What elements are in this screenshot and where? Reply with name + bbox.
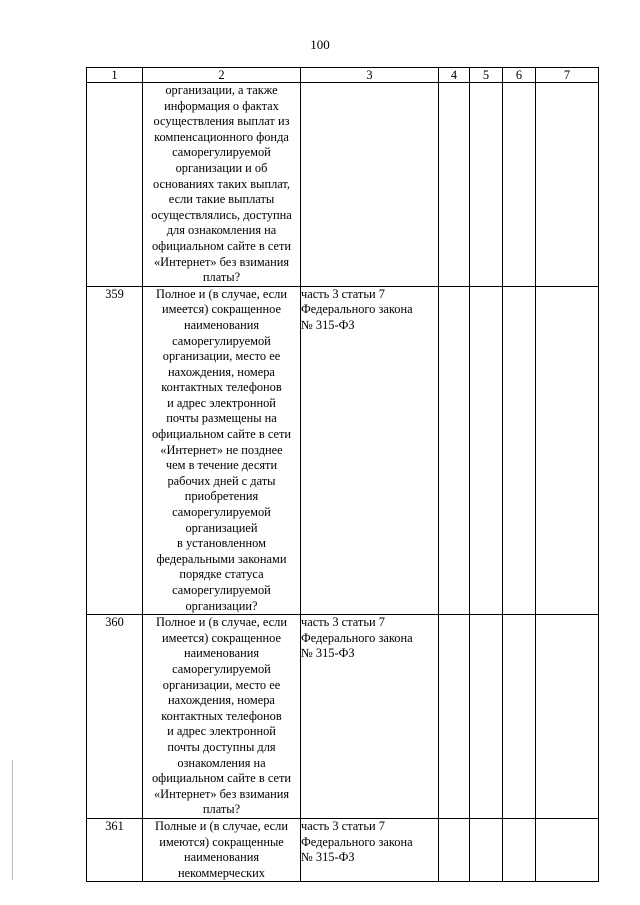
question-cell: [143, 615, 301, 819]
question-text-line: платы?: [202, 802, 241, 817]
table-row: [87, 83, 599, 287]
col-4-cell: [439, 818, 470, 881]
question-text-line: и адрес электронной: [167, 724, 276, 739]
question-text-line: основаниях таких выплат,: [152, 176, 291, 191]
question-text-line: компенсационного фонда: [154, 129, 289, 144]
table-body: [87, 83, 599, 882]
header-cell-5: 5: [470, 68, 503, 83]
question-text-line: «Интернет» без взимания: [153, 786, 290, 801]
col-6-cell: [503, 286, 536, 614]
question-text-line: осуществлялись, доступна: [151, 207, 292, 222]
header-cell-7: 7: [536, 68, 599, 83]
question-text-line: имеются) сокращенные: [159, 834, 284, 849]
table-row: [87, 615, 599, 819]
question-text-line: осуществления выплат из: [153, 114, 290, 129]
col-5-cell: [470, 83, 503, 287]
question-text-line: наименования: [183, 646, 260, 661]
question-text-line: саморегулируемой: [172, 145, 271, 160]
question-text-line: приобретения: [184, 489, 259, 504]
question-text-line: имеется) сокращенное: [161, 302, 282, 317]
col-4-cell: [439, 615, 470, 819]
question-text-line: саморегулируемой: [172, 583, 271, 597]
col-7-cell: [536, 83, 599, 287]
col-5-cell: [470, 818, 503, 881]
header-row: [87, 68, 599, 83]
question-text-line: организацией: [185, 520, 258, 535]
legal-reference-line: Федерального закона: [301, 834, 413, 849]
question-text-line: «Интернет» без взимания: [153, 254, 290, 269]
question-text-line: почты доступны для: [167, 739, 276, 754]
header-cell-6: 6: [503, 68, 536, 83]
checklist-table: [86, 67, 599, 882]
question-text-line: некоммерческих: [178, 865, 265, 880]
question-text-line: саморегулируемой: [172, 505, 271, 520]
question-text-line: рабочих дней с даты: [167, 473, 276, 488]
question-text-line: информация о фактах: [164, 98, 279, 113]
legal-reference-line: № 315-ФЗ: [301, 850, 355, 865]
row-number-cell: 361: [87, 818, 143, 881]
question-text-line: официальном сайте в сети: [151, 427, 292, 442]
header-cell-3: 3: [301, 68, 439, 83]
question-cell: [143, 286, 301, 614]
row-number-cell: [87, 83, 143, 287]
header-cell-2: 2: [143, 68, 301, 83]
question-text-line: Полные и (в случае, если: [155, 818, 288, 833]
legal-reference-line: часть 3 статьи 7: [301, 615, 385, 630]
col-6-cell: [503, 83, 536, 287]
legal-reference-line: часть 3 статьи 7: [301, 818, 385, 833]
legal-reference-cell: [301, 83, 439, 287]
question-text-line: организации и об: [175, 160, 268, 175]
question-text-line: нахождения, номера: [168, 364, 275, 379]
question-text-line: федеральными законами: [156, 551, 287, 566]
legal-reference-line: часть 3 статьи 7: [301, 286, 385, 301]
question-text-line: наименования: [183, 850, 260, 865]
legal-reference-line: № 315-ФЗ: [301, 317, 355, 332]
table-row: [87, 286, 599, 614]
question-text-line: почты размещены на: [166, 411, 277, 426]
col-6-cell: [503, 818, 536, 881]
question-cell: [143, 83, 301, 287]
table-row: [87, 818, 599, 881]
col-5-cell: [470, 615, 503, 819]
question-text-line: организации, место ее: [162, 677, 281, 692]
question-text-line: организации, а также: [165, 83, 278, 97]
col-4-cell: [439, 83, 470, 287]
legal-reference-cell: [301, 818, 439, 881]
question-text-line: Полное и (в случае, если: [156, 615, 287, 630]
legal-reference-cell: [301, 286, 439, 614]
legal-reference-line: Федерального закона: [301, 302, 413, 317]
question-text-line: для ознакомления на: [166, 223, 277, 238]
question-cell: [143, 818, 301, 881]
question-text-line: в установленном: [177, 536, 266, 551]
legal-reference-line: Федерального закона: [301, 630, 413, 645]
question-text-line: если такие выплаты: [168, 192, 275, 207]
question-text-line: наименования: [183, 317, 260, 332]
row-number-cell: 359: [87, 286, 143, 614]
page-number: 100: [310, 37, 330, 52]
question-text-line: саморегулируемой: [172, 333, 271, 348]
col-5-cell: [470, 286, 503, 614]
col-7-cell: [536, 615, 599, 819]
col-7-cell: [536, 818, 599, 881]
question-text-line: организации?: [185, 598, 258, 613]
header-cell-1: 1: [87, 68, 143, 83]
question-text-line: «Интернет» не позднее: [160, 442, 283, 457]
question-text-line: организации, место ее: [162, 349, 281, 364]
legal-reference-cell: [301, 615, 439, 819]
question-text-line: чем в течение десяти: [165, 458, 278, 473]
legal-reference-line: № 315-ФЗ: [301, 646, 355, 661]
scan-edge-mark: [12, 760, 13, 880]
row-number-cell: 360: [87, 615, 143, 819]
question-text-line: контактных телефонов: [161, 708, 282, 723]
question-text-line: Полное и (в случае, если: [156, 286, 287, 301]
question-text-line: официальном сайте в сети: [151, 238, 292, 253]
col-7-cell: [536, 286, 599, 614]
question-text-line: и адрес электронной: [167, 395, 276, 410]
question-text-line: контактных телефонов: [161, 380, 282, 395]
col-6-cell: [503, 615, 536, 819]
header-cell-4: 4: [439, 68, 470, 83]
question-text-line: имеется) сокращенное: [161, 630, 282, 645]
col-4-cell: [439, 286, 470, 614]
question-text-line: ознакомления на: [177, 755, 266, 770]
question-text-line: порядке статуса: [179, 567, 264, 582]
question-text-line: официальном сайте в сети: [151, 771, 292, 786]
question-text-line: саморегулируемой: [172, 661, 271, 676]
question-text-line: нахождения, номера: [168, 693, 275, 708]
question-text-line: платы?: [202, 270, 241, 285]
